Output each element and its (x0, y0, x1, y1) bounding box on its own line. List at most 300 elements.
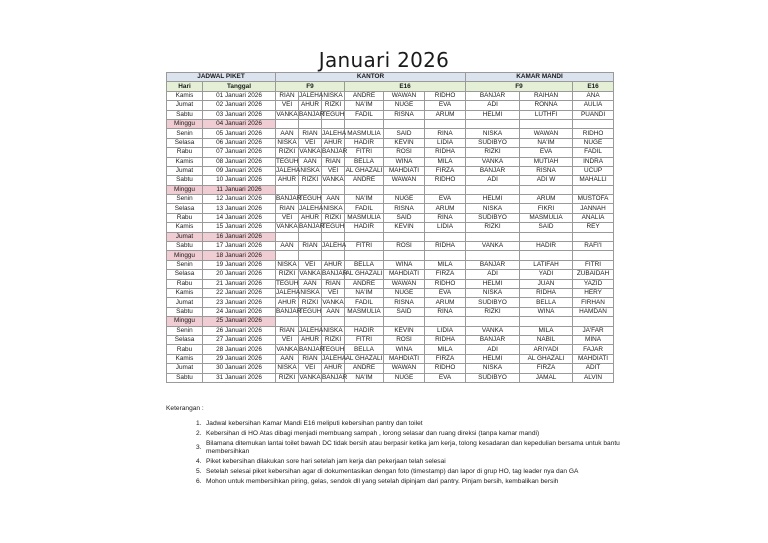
kantor-e16-cell-1 (345, 119, 384, 128)
kantor-f9-cell-2: VANKA (299, 270, 321, 278)
kantor-f9-cell-2: RIAN (299, 129, 322, 138)
kamar-mandi-e16-cell: HAMDAN (573, 307, 614, 316)
kantor-e16-cell-1: AL GHAZALI (345, 167, 383, 175)
kamar-mandi-f9-cell-2: NABIL (520, 335, 573, 344)
date-cell: 03 Januari 2026 (203, 110, 276, 119)
table-row (167, 223, 614, 232)
kamar-mandi-e16-cell: MUSTOFA (573, 195, 614, 204)
day-cell: Rabu (167, 148, 203, 157)
kantor-e16-cell-1: NA'IM (345, 373, 384, 382)
kamar-mandi-e16-cell: FITRI (573, 260, 614, 269)
table-row (167, 204, 614, 213)
date-cell: 17 Januari 2026 (203, 242, 276, 251)
kantor-f9-cell-1 (276, 232, 299, 241)
kantor-f9-cell-1: JALEHA (276, 289, 301, 297)
kantor-e16-cell-3: ARUM (425, 110, 466, 119)
kantor-e16-cell-3: EVA (425, 373, 466, 382)
table-row (167, 148, 614, 157)
date-cell: 19 Januari 2026 (203, 260, 276, 269)
kantor-f9-cell-3: TEGUH (322, 223, 345, 231)
kantor-f9-cell-2: VEI (299, 364, 322, 373)
day-cell: Sabtu (167, 176, 203, 185)
kantor-f9-cell-3 (322, 251, 345, 260)
kantor-f9-cell-1: AHUR (276, 176, 299, 185)
table-row (167, 288, 614, 297)
kantor-e16-cell-2 (384, 317, 425, 326)
kamar-mandi-e16-cell (573, 317, 614, 326)
day-cell: Minggu (167, 119, 203, 128)
date-cell: 08 Januari 2026 (203, 157, 276, 166)
kamar-mandi-f9-cell-2: ADI W (520, 176, 573, 185)
kantor-e16-cell-2: WAWAN (384, 91, 425, 100)
kamar-mandi-e16-cell: FAJAR (573, 345, 614, 354)
kantor-header: KANTOR (276, 73, 466, 82)
date-cell: 23 Januari 2026 (203, 298, 276, 307)
kantor-f9-cell-3: AHUR (322, 138, 345, 147)
kamar-mandi-f9-cell-1 (466, 119, 520, 128)
table-row (167, 345, 614, 354)
kantor-f9-cell-2: AAN (299, 157, 322, 166)
kantor-e16-cell-2: NUGE (384, 101, 425, 110)
kantor-e16-cell-3: RINA (425, 129, 466, 138)
kamar-mandi-f9-cell-2: SAID (520, 223, 573, 232)
kamar-mandi-f9-cell-1: HELMI (466, 354, 520, 363)
date-cell: 25 Januari 2026 (203, 317, 276, 326)
kantor-e16-cell-2: MAHDIATI (384, 166, 425, 175)
kamar-mandi-f9-cell-2 (520, 119, 573, 128)
kantor-f9-cell-1 (276, 251, 299, 260)
kantor-f9-cell-3 (322, 185, 345, 194)
kamar-mandi-f9-cell-1: BANJAR (466, 166, 520, 175)
kantor-e16-cell-1 (345, 185, 384, 194)
kantor-e16-cell-3: RIDHO (425, 364, 466, 373)
kantor-e16-cell-1: FITRI (345, 148, 384, 157)
kantor-e16-cell-3: FIRZA (425, 270, 466, 279)
kantor-e16-cell-3 (425, 317, 466, 326)
day-cell: Rabu (167, 213, 203, 222)
kamar-mandi-e16-cell: ANALIA (573, 213, 614, 222)
kamar-mandi-e16-cell: MAHALLI (573, 176, 614, 185)
kantor-e16-cell-2: ROSI (384, 148, 425, 157)
kamar-mandi-f9-cell-2: YADI (520, 270, 573, 279)
kantor-f9-cell-2: TEGUH (299, 195, 322, 203)
kantor-e16-cell-3: ARUM (425, 298, 466, 307)
table-row (167, 354, 614, 363)
kantor-e16-cell-2 (384, 119, 425, 128)
kamar-mandi-f9-cell-2: MILA (520, 326, 573, 335)
kantor-e16-cell-3: FIRZA (425, 354, 466, 363)
kantor-e16-cell-1: FITRI (345, 242, 384, 251)
day-cell: Kamis (167, 91, 203, 100)
kantor-f9-cell-1: VANKA (276, 345, 298, 353)
day-cell: Rabu (167, 279, 203, 288)
kantor-f9-cell-1: VEI (276, 213, 299, 222)
kantor-f9-cell-2: NISKA (300, 289, 320, 297)
kantor-e16-cell-2: KEVIN (384, 223, 425, 232)
table-row (167, 129, 614, 138)
kamar-mandi-f9-cell-2 (520, 317, 573, 326)
kamar-mandi-f9-cell-1: NISKA (466, 204, 520, 213)
kantor-f9-cell-1: RIAN (276, 91, 299, 100)
kantor-e16-cell-3: MILA (425, 345, 466, 354)
notes-title: Keterangan : (166, 405, 204, 412)
kamar-mandi-e16-cell: FIRHAN (573, 298, 614, 307)
note-text: Mohon untuk membersihkan piring, gelas, sendok dll yang setelah dipinjam dari pantry. Pinjam bersih, kembalikan bersih (206, 478, 559, 485)
table-row (167, 185, 614, 194)
kantor-e16-cell-2: KEVIN (384, 326, 425, 335)
kamar-mandi-f9-cell-1: BANJAR (466, 91, 520, 100)
kantor-e16-cell-3 (425, 119, 466, 128)
kantor-e16-cell-1: ANDRE (345, 279, 384, 288)
date-cell: 09 Januari 2026 (203, 166, 276, 175)
kantor-e16-cell-2: SAID (384, 213, 425, 222)
kamar-mandi-f9-cell-1: RIZKI (466, 307, 520, 316)
kamar-mandi-e16-cell: HERY (573, 288, 614, 297)
kantor-e16-cell-3: LIDIA (425, 326, 466, 335)
kamar-mandi-f9-cell-1: NISKA (466, 129, 520, 138)
kantor-f9-cell-3: VEI (322, 288, 345, 297)
kantor-e16-header: E16 (345, 82, 466, 91)
kantor-f9-cell-2: RIAN (299, 354, 322, 363)
kantor-f9-cell-1: VANKA (276, 110, 298, 118)
kantor-e16-cell-1: FADIL (345, 204, 384, 213)
table-row (167, 157, 614, 166)
kantor-f9-cell-2: BANJAR (299, 345, 325, 353)
kantor-f9-cell-1: RIZKI (276, 270, 299, 279)
table-row (167, 335, 614, 344)
kantor-e16-cell-1: FADIL (345, 298, 384, 307)
kamar-mandi-f9-cell-2: RONNA (520, 101, 573, 110)
kantor-f9-cell-3: NISKA (323, 204, 343, 212)
kantor-f9-cell-2: JALEHA (299, 91, 324, 99)
kantor-e16-cell-1: BELLA (345, 157, 384, 166)
jadwal-piket-header: JADWAL PIKET (167, 73, 276, 82)
note-number: 3. (196, 444, 202, 451)
note-text: Kebersihan di HO Atas dibagi menjadi membuang sampah , lorong selasar dan ruang direksi (tanpa kamar mandi) (206, 430, 540, 437)
kantor-f9-cell-3: NISKA (323, 91, 343, 99)
kamar-mandi-f9-cell-2: AL GHAZALI (520, 354, 573, 363)
table-row (167, 176, 614, 185)
table-row (167, 260, 614, 269)
kamar-mandi-f9-header: F9 (466, 82, 573, 91)
page-title: Januari 2026 (318, 48, 450, 72)
kantor-e16-cell-2: NUGE (384, 373, 425, 382)
kamar-mandi-f9-cell-2: RISNA (520, 166, 573, 175)
kamar-mandi-f9-cell-1: RIZKI (466, 148, 520, 157)
day-cell: Jumat (167, 364, 203, 373)
kantor-f9-cell-1: AAN (276, 129, 299, 138)
kantor-f9-cell-1: NISKA (277, 364, 297, 372)
kamar-mandi-e16-cell: MAHDIATI (573, 354, 614, 363)
kantor-e16-cell-1 (345, 317, 384, 326)
kantor-f9-cell-3: NISKA (323, 326, 343, 334)
kamar-mandi-e16-cell: RAFI'I (573, 242, 614, 251)
kamar-mandi-f9-cell-2: WAWAN (520, 129, 573, 138)
kantor-f9-cell-1: AAN (276, 242, 299, 251)
kamar-mandi-f9-cell-2 (520, 232, 573, 241)
table-row (167, 279, 614, 288)
kantor-f9-cell-3 (322, 119, 345, 128)
kamar-mandi-e16-cell (573, 119, 614, 128)
kantor-f9-cell-3: BANJAR (322, 373, 348, 381)
kantor-f9-cell-1: NISKA (277, 138, 297, 146)
kantor-e16-cell-2: NUGE (384, 195, 425, 204)
date-cell: 16 Januari 2026 (203, 232, 276, 241)
date-cell: 31 Januari 2026 (203, 373, 276, 382)
kantor-f9-cell-1 (276, 119, 299, 128)
kantor-f9-cell-3: TEGUH (322, 345, 345, 353)
kantor-f9-cell-2: AHUR (299, 335, 322, 344)
kantor-e16-cell-3: MILA (425, 260, 466, 269)
kantor-e16-cell-3 (425, 185, 466, 194)
kamar-mandi-f9-cell-2 (520, 185, 573, 194)
kantor-f9-cell-3: RIZKI (322, 335, 345, 344)
kantor-f9-cell-1: BANJAR (276, 195, 302, 203)
kantor-f9-cell-2: RIAN (299, 242, 322, 251)
kantor-f9-cell-1: BANJAR (276, 307, 302, 315)
table-row (167, 242, 614, 251)
date-cell: 11 Januari 2026 (203, 185, 276, 194)
table-row (167, 119, 614, 128)
kantor-f9-cell-2 (299, 119, 322, 128)
kantor-f9-cell-2: VANKA (299, 373, 321, 381)
kantor-e16-cell-2 (384, 251, 425, 260)
kantor-f9-cell-2: VEI (299, 138, 322, 147)
kantor-e16-cell-3: RIDHO (425, 91, 466, 100)
kantor-e16-cell-2: SAID (384, 129, 425, 138)
kantor-f9-cell-1: AHUR (276, 298, 299, 307)
kamar-mandi-f9-cell-2: NA'IM (520, 138, 573, 147)
kantor-f9-cell-2: AHUR (299, 213, 322, 222)
table-row (167, 195, 614, 204)
kamar-mandi-e16-cell: NUGE (573, 138, 614, 147)
day-cell: Sabtu (167, 110, 203, 119)
day-cell: Kamis (167, 223, 203, 232)
kantor-f9-cell-3: BANJAR (322, 270, 348, 278)
kamar-mandi-f9-cell-2: ARUM (520, 195, 573, 204)
kantor-e16-cell-2: MAHDIATI (384, 270, 425, 279)
day-cell: Senin (167, 129, 203, 138)
kamar-mandi-f9-cell-2: MUTIAH (520, 157, 573, 166)
kantor-e16-cell-1: AL GHAZALI (345, 354, 383, 362)
kantor-f9-cell-2: JALEHA (299, 326, 324, 334)
kantor-e16-cell-1: ANDRE (345, 91, 384, 100)
kamar-mandi-e16-cell: YAZID (573, 279, 614, 288)
kantor-e16-cell-1: HADIR (345, 326, 384, 335)
kantor-e16-cell-3: RIDHO (425, 279, 466, 288)
table-row (167, 373, 614, 382)
schedule-body (167, 91, 614, 382)
kantor-f9-cell-1: VANKA (276, 223, 298, 231)
kamar-mandi-f9-cell-2: EVA (520, 148, 573, 157)
kantor-e16-cell-1: MASMULIA (345, 307, 384, 316)
kantor-e16-cell-2 (384, 185, 425, 194)
table-row (167, 213, 614, 222)
kantor-f9-cell-3: RIZKI (322, 213, 345, 222)
kantor-e16-cell-2: ROSI (384, 335, 425, 344)
date-cell: 27 Januari 2026 (203, 335, 276, 344)
kamar-mandi-e16-cell: ALVIN (573, 373, 614, 382)
kamar-mandi-f9-cell-2: LATIFAH (520, 260, 573, 269)
kantor-e16-cell-3: LIDIA (425, 138, 466, 147)
day-cell: Sabtu (167, 373, 203, 382)
kantor-f9-cell-3 (322, 317, 345, 326)
day-cell: Minggu (167, 317, 203, 326)
kantor-e16-cell-1: NA'IM (345, 101, 384, 110)
date-cell: 28 Januari 2026 (203, 345, 276, 354)
kantor-e16-cell-1: ANDRE (345, 176, 384, 185)
date-cell: 10 Januari 2026 (203, 176, 276, 185)
date-cell: 24 Januari 2026 (203, 307, 276, 316)
note-text: Setelah selesai piket kebersihan agar di dokumentasikan dengan foto (timestamp) dan lapor di grup HO, tag leader nya dan GA (206, 468, 579, 475)
kamar-mandi-f9-cell-1: NISKA (466, 288, 520, 297)
kantor-f9-cell-2: RIZKI (299, 176, 322, 185)
table-row (167, 270, 614, 279)
date-cell: 14 Januari 2026 (203, 213, 276, 222)
kamar-mandi-e16-cell: RIDHO (573, 129, 614, 138)
header-row-1 (167, 73, 614, 82)
date-cell: 04 Januari 2026 (203, 119, 276, 128)
table-row (167, 364, 614, 373)
kantor-f9-cell-3: JALEHA (322, 129, 347, 137)
kamar-mandi-e16-cell: JA'FAR (573, 326, 614, 335)
table-row (167, 101, 614, 110)
kamar-mandi-f9-cell-2: MASMULIA (520, 213, 573, 222)
day-cell: Sabtu (167, 307, 203, 316)
note-text: Jadwal kebersihan Kamar Mandi E16 meliputi kebersihan pantry dan toilet (206, 420, 423, 427)
kantor-e16-cell-3: MILA (425, 157, 466, 166)
kantor-f9-cell-2 (299, 185, 322, 194)
kantor-f9-cell-2 (299, 317, 322, 326)
kantor-f9-cell-3: RIAN (322, 279, 345, 288)
kantor-f9-cell-2: NISKA (300, 167, 320, 175)
day-cell: Kamis (167, 354, 203, 363)
kamar-mandi-f9-cell-1: VANKA (466, 326, 520, 335)
kantor-f9-cell-2: VANKA (299, 148, 321, 156)
kantor-e16-cell-3: FIRZA (425, 166, 466, 175)
kantor-e16-cell-2: WINA (384, 345, 425, 354)
table-row (167, 326, 614, 335)
kamar-mandi-e16-cell: FADIL (573, 148, 614, 157)
header-row-2 (167, 82, 614, 91)
kantor-f9-cell-1: RIZKI (276, 148, 299, 157)
kamar-mandi-f9-cell-1: HELMI (466, 279, 520, 288)
kantor-f9-cell-3: VANKA (322, 176, 344, 184)
day-cell: Jumat (167, 232, 203, 241)
day-cell: Kamis (167, 157, 203, 166)
kantor-f9-cell-2 (299, 251, 322, 260)
kantor-f9-cell-3: TEGUH (322, 110, 345, 118)
kantor-f9-cell-1: TEGUH (276, 279, 299, 287)
kamar-mandi-e16-cell (573, 232, 614, 241)
date-cell: 05 Januari 2026 (203, 129, 276, 138)
kantor-f9-cell-2: RIZKI (299, 298, 322, 307)
date-cell: 01 Januari 2026 (203, 91, 276, 100)
kantor-e16-cell-1: FITRI (345, 335, 384, 344)
kantor-f9-cell-3: AAN (322, 307, 345, 316)
kamar-mandi-f9-cell-1: VANKA (466, 242, 520, 251)
kamar-mandi-f9-cell-1 (466, 251, 520, 260)
kantor-f9-cell-1: JALEHA (276, 167, 301, 175)
day-cell: Minggu (167, 185, 203, 194)
kantor-f9-cell-2: AAN (299, 279, 322, 288)
kantor-e16-cell-1: MASMULIA (345, 213, 384, 222)
kamar-mandi-e16-cell: ZUBAIDAH (573, 270, 614, 279)
table-row (167, 307, 614, 316)
table-row (167, 232, 614, 241)
kantor-f9-cell-3: AHUR (322, 260, 345, 269)
kantor-e16-cell-2: NUGE (384, 288, 425, 297)
kamar-mandi-f9-cell-1: ADI (466, 101, 520, 110)
kantor-e16-cell-1: FADIL (345, 110, 384, 119)
kamar-mandi-f9-cell-1: NISKA (466, 364, 520, 373)
kantor-e16-cell-3: ARUM (425, 204, 466, 213)
kantor-f9-cell-3 (322, 232, 345, 241)
kantor-e16-cell-2: RISNA (384, 298, 425, 307)
table-row (167, 91, 614, 100)
table-row (167, 138, 614, 147)
day-cell: Kamis (167, 288, 203, 297)
kantor-f9-cell-2: BANJAR (299, 110, 325, 118)
kantor-e16-cell-3: RINA (425, 213, 466, 222)
kantor-f9-cell-3: AAN (322, 195, 345, 204)
date-cell: 29 Januari 2026 (203, 354, 276, 363)
kamar-mandi-f9-cell-1: BANJAR (466, 335, 520, 344)
kamar-mandi-f9-cell-1 (466, 317, 520, 326)
date-cell: 22 Januari 2026 (203, 288, 276, 297)
kantor-e16-cell-1: HADIR (345, 138, 384, 147)
kantor-e16-cell-3: RIDHA (425, 335, 466, 344)
date-cell: 18 Januari 2026 (203, 251, 276, 260)
kantor-f9-cell-1 (276, 185, 299, 194)
kantor-e16-cell-2: WAWAN (384, 176, 425, 185)
kantor-f9-cell-3: RIAN (322, 157, 345, 166)
kantor-e16-cell-3: LIDIA (425, 223, 466, 232)
kantor-f9-cell-1: RIAN (276, 326, 299, 335)
kantor-f9-cell-2: TEGUH (299, 307, 322, 315)
day-cell: Senin (167, 195, 203, 204)
kantor-f9-cell-3: VEI (322, 166, 345, 175)
kantor-f9-cell-3: JALEHA (322, 242, 347, 250)
day-cell: Sabtu (167, 242, 203, 251)
kantor-e16-cell-2: WINA (384, 260, 425, 269)
date-cell: 07 Januari 2026 (203, 148, 276, 157)
kantor-f9-cell-3: AHUR (322, 364, 345, 373)
day-cell: Selasa (167, 335, 203, 344)
kantor-f9-cell-2: VEI (299, 260, 322, 269)
table-row (167, 317, 614, 326)
kamar-mandi-f9-cell-1: RIZKI (466, 223, 520, 232)
kantor-e16-cell-2: KEVIN (384, 138, 425, 147)
kantor-e16-cell-3: RIDHA (425, 148, 466, 157)
date-cell: 13 Januari 2026 (203, 204, 276, 213)
kamar-mandi-f9-cell-1: BANJAR (466, 260, 520, 269)
kamar-mandi-f9-cell-1 (466, 185, 520, 194)
note-text: Bilamana ditemukan lantai toilet bawah DC tidak bersih atau berpasir ketika jam kerja, tolong kesadaran dan kepedulian bersama untuk bantu membersihkan (206, 440, 620, 455)
kamar-mandi-f9-cell-1: ADI (466, 270, 520, 279)
kamar-mandi-f9-cell-2: JAMAL (520, 373, 573, 382)
kantor-f9-header: F9 (276, 82, 345, 91)
kamar-mandi-f9-cell-2: FIRZA (520, 364, 573, 373)
kantor-e16-cell-1: NA'IM (345, 195, 384, 204)
kamar-mandi-f9-cell-2: RAIHAN (520, 91, 573, 100)
kamar-mandi-e16-cell (573, 185, 614, 194)
day-cell: Senin (167, 260, 203, 269)
day-cell: Jumat (167, 298, 203, 307)
kantor-e16-cell-2: ROSI (384, 242, 425, 251)
kantor-e16-cell-1: HADIR (345, 223, 384, 232)
hari-header: Hari (167, 82, 203, 91)
